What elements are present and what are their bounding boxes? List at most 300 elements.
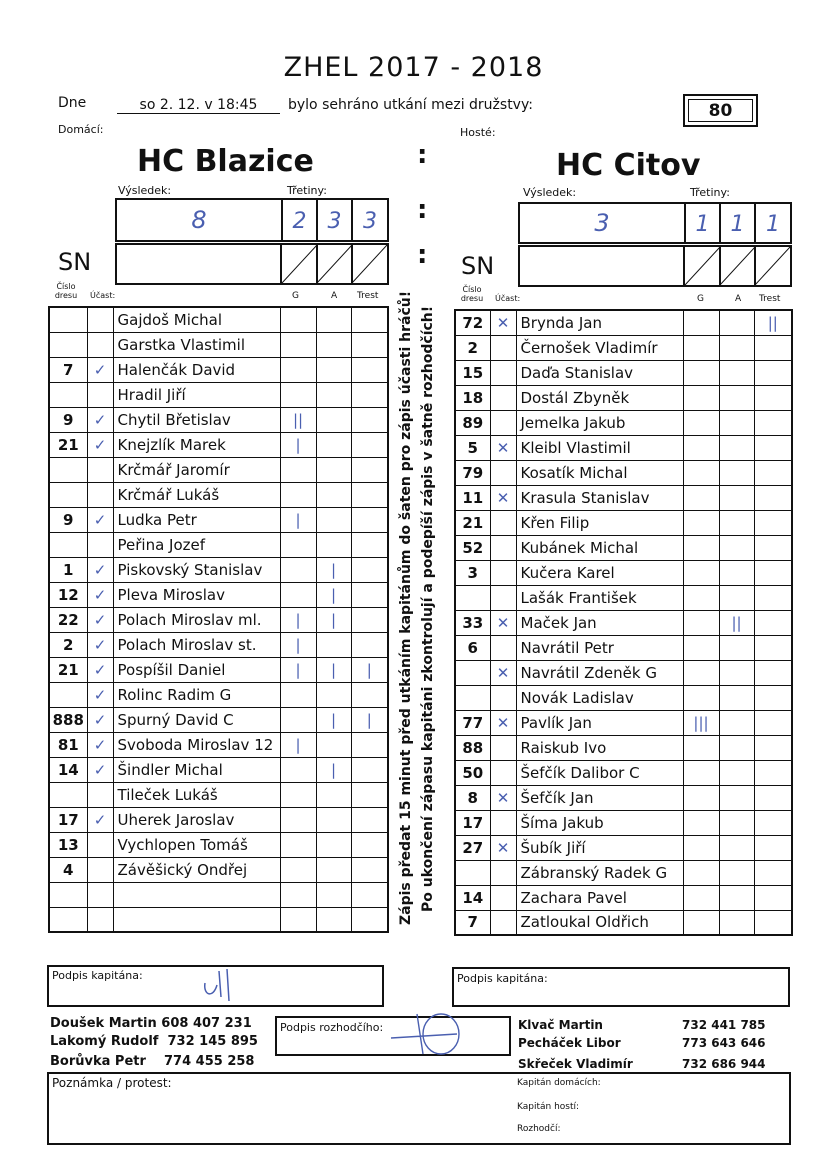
goals-cell[interactable]: [280, 882, 316, 907]
penalty-cell[interactable]: [351, 557, 388, 582]
player-number[interactable]: 17: [455, 810, 490, 835]
penalty-cell[interactable]: [754, 585, 792, 610]
assists-cell[interactable]: ||: [719, 610, 754, 635]
assists-cell[interactable]: [719, 710, 754, 735]
penalty-cell[interactable]: [351, 532, 388, 557]
player-number[interactable]: 3: [455, 560, 490, 585]
presence-mark[interactable]: ✕: [490, 710, 516, 735]
assists-cell[interactable]: [316, 307, 351, 332]
player-number[interactable]: 79: [455, 460, 490, 485]
goals-cell[interactable]: [683, 385, 719, 410]
goals-cell[interactable]: ||: [280, 407, 316, 432]
player-name[interactable]: Zachara Pavel: [516, 885, 683, 910]
player-number[interactable]: 15: [455, 360, 490, 385]
player-number[interactable]: 9: [49, 407, 87, 432]
player-name[interactable]: Jemelka Jakub: [516, 410, 683, 435]
player-number[interactable]: 33: [455, 610, 490, 635]
player-name[interactable]: Raiskub Ivo: [516, 735, 683, 760]
assists-cell[interactable]: [719, 510, 754, 535]
assists-cell[interactable]: [719, 835, 754, 860]
assists-cell[interactable]: |: [316, 707, 351, 732]
player-number[interactable]: 8: [455, 785, 490, 810]
presence-mark[interactable]: [490, 585, 516, 610]
player-name[interactable]: Daďa Stanislav: [516, 360, 683, 385]
penalty-cell[interactable]: [754, 485, 792, 510]
player-name[interactable]: Šefčík Jan: [516, 785, 683, 810]
assists-cell[interactable]: [316, 432, 351, 457]
penalty-cell[interactable]: [351, 732, 388, 757]
presence-mark[interactable]: ✓: [87, 707, 113, 732]
player-number[interactable]: [455, 585, 490, 610]
goals-cell[interactable]: |: [280, 732, 316, 757]
player-number[interactable]: [49, 482, 87, 507]
player-number[interactable]: 5: [455, 435, 490, 460]
player-number[interactable]: 14: [455, 885, 490, 910]
penalty-cell[interactable]: [351, 682, 388, 707]
player-number[interactable]: [49, 907, 87, 932]
presence-mark[interactable]: ✓: [87, 582, 113, 607]
referee-sign-box[interactable]: [275, 1016, 511, 1056]
penalty-cell[interactable]: [351, 882, 388, 907]
goals-cell[interactable]: [280, 332, 316, 357]
assists-cell[interactable]: [719, 910, 754, 935]
penalty-cell[interactable]: [754, 535, 792, 560]
presence-mark[interactable]: [490, 735, 516, 760]
penalty-cell[interactable]: [351, 807, 388, 832]
penalty-cell[interactable]: [754, 910, 792, 935]
penalty-cell[interactable]: [351, 907, 388, 932]
player-name[interactable]: Krasula Stanislav: [516, 485, 683, 510]
penalty-cell[interactable]: [351, 357, 388, 382]
presence-mark[interactable]: [490, 360, 516, 385]
player-name[interactable]: Garstka Vlastimil: [113, 332, 280, 357]
presence-mark[interactable]: ✓: [87, 732, 113, 757]
player-number[interactable]: 52: [455, 535, 490, 560]
player-number[interactable]: 12: [49, 582, 87, 607]
player-number[interactable]: [49, 307, 87, 332]
player-number[interactable]: [49, 682, 87, 707]
penalty-cell[interactable]: |: [351, 657, 388, 682]
player-number[interactable]: [49, 457, 87, 482]
presence-mark[interactable]: [490, 560, 516, 585]
assists-cell[interactable]: [316, 807, 351, 832]
player-name[interactable]: Pavlík Jan: [516, 710, 683, 735]
assists-cell[interactable]: |: [316, 757, 351, 782]
penalty-cell[interactable]: [351, 432, 388, 457]
player-number[interactable]: [455, 660, 490, 685]
player-number[interactable]: [49, 332, 87, 357]
goals-cell[interactable]: [683, 335, 719, 360]
presence-mark[interactable]: ✕: [490, 835, 516, 860]
assists-cell[interactable]: |: [316, 582, 351, 607]
player-name[interactable]: Maček Jan: [516, 610, 683, 635]
player-number[interactable]: 2: [49, 632, 87, 657]
assists-cell[interactable]: [719, 660, 754, 685]
player-name[interactable]: Navrátil Zdeněk G: [516, 660, 683, 685]
player-number[interactable]: 14: [49, 757, 87, 782]
assists-cell[interactable]: [316, 632, 351, 657]
presence-mark[interactable]: ✓: [87, 757, 113, 782]
player-name[interactable]: Novák Ladislav: [516, 685, 683, 710]
goals-cell[interactable]: [280, 907, 316, 932]
presence-mark[interactable]: [87, 882, 113, 907]
player-name[interactable]: Kučera Karel: [516, 560, 683, 585]
assists-cell[interactable]: [316, 482, 351, 507]
player-name[interactable]: Hradil Jiří: [113, 382, 280, 407]
penalty-cell[interactable]: [754, 460, 792, 485]
assists-cell[interactable]: [719, 335, 754, 360]
assists-cell[interactable]: [719, 685, 754, 710]
penalty-cell[interactable]: [754, 785, 792, 810]
goals-cell[interactable]: [683, 885, 719, 910]
goals-cell[interactable]: |: [280, 657, 316, 682]
presence-mark[interactable]: [87, 482, 113, 507]
player-number[interactable]: 21: [49, 657, 87, 682]
player-number[interactable]: [49, 782, 87, 807]
assists-cell[interactable]: [719, 410, 754, 435]
player-name[interactable]: Šindler Michal: [113, 757, 280, 782]
penalty-cell[interactable]: [754, 435, 792, 460]
goals-cell[interactable]: [683, 860, 719, 885]
assists-cell[interactable]: [719, 860, 754, 885]
player-number[interactable]: 81: [49, 732, 87, 757]
penalty-cell[interactable]: [754, 660, 792, 685]
assists-cell[interactable]: [719, 810, 754, 835]
presence-mark[interactable]: [490, 685, 516, 710]
player-number[interactable]: 13: [49, 832, 87, 857]
penalty-cell[interactable]: [754, 610, 792, 635]
goals-cell[interactable]: [683, 460, 719, 485]
player-number[interactable]: 21: [49, 432, 87, 457]
player-number[interactable]: 72: [455, 310, 490, 335]
goals-cell[interactable]: [280, 557, 316, 582]
presence-mark[interactable]: [87, 532, 113, 557]
goals-cell[interactable]: [280, 857, 316, 882]
presence-mark[interactable]: [490, 860, 516, 885]
presence-mark[interactable]: ✓: [87, 557, 113, 582]
assists-cell[interactable]: [719, 360, 754, 385]
player-name[interactable]: Navrátil Petr: [516, 635, 683, 660]
goals-cell[interactable]: [683, 410, 719, 435]
goals-cell[interactable]: [280, 682, 316, 707]
player-name[interactable]: Rolinc Radim G: [113, 682, 280, 707]
presence-mark[interactable]: ✕: [490, 435, 516, 460]
player-number[interactable]: [455, 685, 490, 710]
goals-cell[interactable]: [280, 782, 316, 807]
player-name[interactable]: Uherek Jaroslav: [113, 807, 280, 832]
assists-cell[interactable]: [316, 782, 351, 807]
goals-cell[interactable]: [683, 485, 719, 510]
assists-cell[interactable]: |: [316, 657, 351, 682]
assists-cell[interactable]: [719, 435, 754, 460]
presence-mark[interactable]: ✕: [490, 310, 516, 335]
goals-cell[interactable]: [683, 435, 719, 460]
player-name[interactable]: Brynda Jan: [516, 310, 683, 335]
presence-mark[interactable]: [490, 885, 516, 910]
assists-cell[interactable]: [316, 882, 351, 907]
assists-cell[interactable]: |: [316, 607, 351, 632]
goals-cell[interactable]: [683, 585, 719, 610]
assists-cell[interactable]: [316, 407, 351, 432]
player-number[interactable]: 27: [455, 835, 490, 860]
presence-mark[interactable]: [490, 510, 516, 535]
goals-cell[interactable]: [280, 832, 316, 857]
penalty-cell[interactable]: [754, 860, 792, 885]
assists-cell[interactable]: [719, 485, 754, 510]
presence-mark[interactable]: ✕: [490, 660, 516, 685]
penalty-cell[interactable]: [351, 482, 388, 507]
goals-cell[interactable]: [280, 582, 316, 607]
player-name[interactable]: Chytil Břetislav: [113, 407, 280, 432]
presence-mark[interactable]: ✓: [87, 432, 113, 457]
penalty-cell[interactable]: [351, 332, 388, 357]
penalty-cell[interactable]: [351, 607, 388, 632]
player-name[interactable]: Vychlopen Tomáš: [113, 832, 280, 857]
penalty-cell[interactable]: [754, 835, 792, 860]
presence-mark[interactable]: ✓: [87, 632, 113, 657]
player-number[interactable]: 7: [455, 910, 490, 935]
goals-cell[interactable]: [280, 307, 316, 332]
player-name[interactable]: [113, 882, 280, 907]
penalty-cell[interactable]: [351, 507, 388, 532]
presence-mark[interactable]: [490, 385, 516, 410]
assists-cell[interactable]: [719, 885, 754, 910]
goals-cell[interactable]: [280, 532, 316, 557]
assists-cell[interactable]: [719, 635, 754, 660]
player-name[interactable]: Zatloukal Oldřich: [516, 910, 683, 935]
goals-cell[interactable]: [280, 457, 316, 482]
assists-cell[interactable]: [719, 585, 754, 610]
penalty-cell[interactable]: [351, 307, 388, 332]
presence-mark[interactable]: ✕: [490, 485, 516, 510]
penalty-cell[interactable]: [754, 760, 792, 785]
penalty-cell[interactable]: [754, 560, 792, 585]
player-name[interactable]: Šefčík Dalibor C: [516, 760, 683, 785]
player-number[interactable]: [49, 382, 87, 407]
penalty-cell[interactable]: [754, 385, 792, 410]
goals-cell[interactable]: [683, 760, 719, 785]
goals-cell[interactable]: [280, 707, 316, 732]
penalty-cell[interactable]: [351, 632, 388, 657]
player-name[interactable]: Krčmář Lukáš: [113, 482, 280, 507]
player-name[interactable]: Halenčák David: [113, 357, 280, 382]
player-name[interactable]: Spurný David C: [113, 707, 280, 732]
player-number[interactable]: 888: [49, 707, 87, 732]
presence-mark[interactable]: ✕: [490, 785, 516, 810]
player-number[interactable]: 7: [49, 357, 87, 382]
presence-mark[interactable]: ✓: [87, 807, 113, 832]
player-name[interactable]: Závěšický Ondřej: [113, 857, 280, 882]
assists-cell[interactable]: [719, 385, 754, 410]
penalty-cell[interactable]: [754, 810, 792, 835]
assists-cell[interactable]: [719, 560, 754, 585]
presence-mark[interactable]: [87, 457, 113, 482]
player-name[interactable]: Gajdoš Michal: [113, 307, 280, 332]
player-name[interactable]: Svoboda Miroslav 12: [113, 732, 280, 757]
penalty-cell[interactable]: |: [351, 707, 388, 732]
goals-cell[interactable]: [683, 610, 719, 635]
assists-cell[interactable]: [316, 382, 351, 407]
penalty-cell[interactable]: [351, 582, 388, 607]
player-name[interactable]: Dostál Zbyněk: [516, 385, 683, 410]
penalty-cell[interactable]: [351, 457, 388, 482]
player-number[interactable]: 77: [455, 710, 490, 735]
player-number[interactable]: 22: [49, 607, 87, 632]
player-name[interactable]: Krčmář Jaromír: [113, 457, 280, 482]
player-number[interactable]: 88: [455, 735, 490, 760]
player-name[interactable]: Pleva Miroslav: [113, 582, 280, 607]
assists-cell[interactable]: [719, 735, 754, 760]
goals-cell[interactable]: [683, 360, 719, 385]
assists-cell[interactable]: [316, 332, 351, 357]
home-captain-sign-box[interactable]: [47, 965, 384, 1007]
assists-cell[interactable]: [316, 832, 351, 857]
penalty-cell[interactable]: [754, 685, 792, 710]
presence-mark[interactable]: [87, 857, 113, 882]
goals-cell[interactable]: [280, 357, 316, 382]
goals-cell[interactable]: |||: [683, 710, 719, 735]
player-name[interactable]: Kleibl Vlastimil: [516, 435, 683, 460]
assists-cell[interactable]: [316, 682, 351, 707]
player-name[interactable]: Knejzlík Marek: [113, 432, 280, 457]
penalty-cell[interactable]: [351, 832, 388, 857]
penalty-cell[interactable]: [754, 710, 792, 735]
presence-mark[interactable]: ✓: [87, 657, 113, 682]
away-captain-sign-box[interactable]: [452, 967, 790, 1007]
goals-cell[interactable]: [683, 560, 719, 585]
presence-mark[interactable]: ✓: [87, 507, 113, 532]
presence-mark[interactable]: [490, 635, 516, 660]
player-number[interactable]: 1: [49, 557, 87, 582]
player-name[interactable]: Ludka Petr: [113, 507, 280, 532]
presence-mark[interactable]: [490, 460, 516, 485]
player-number[interactable]: 50: [455, 760, 490, 785]
assists-cell[interactable]: [316, 857, 351, 882]
assists-cell[interactable]: |: [316, 557, 351, 582]
presence-mark[interactable]: [490, 335, 516, 360]
player-number[interactable]: [455, 860, 490, 885]
presence-mark[interactable]: [87, 307, 113, 332]
presence-mark[interactable]: [87, 782, 113, 807]
player-name[interactable]: Černošek Vladimír: [516, 335, 683, 360]
presence-mark[interactable]: [490, 810, 516, 835]
player-number[interactable]: 6: [455, 635, 490, 660]
assists-cell[interactable]: [719, 785, 754, 810]
goals-cell[interactable]: |: [280, 432, 316, 457]
player-name[interactable]: Polach Miroslav ml.: [113, 607, 280, 632]
assists-cell[interactable]: [719, 535, 754, 560]
penalty-cell[interactable]: [754, 360, 792, 385]
goals-cell[interactable]: [280, 757, 316, 782]
player-name[interactable]: Tileček Lukáš: [113, 782, 280, 807]
penalty-cell[interactable]: ||: [754, 310, 792, 335]
player-name[interactable]: Zábranský Radek G: [516, 860, 683, 885]
player-name[interactable]: Kosatík Michal: [516, 460, 683, 485]
player-name[interactable]: Šubík Jiří: [516, 835, 683, 860]
penalty-cell[interactable]: [754, 635, 792, 660]
presence-mark[interactable]: ✓: [87, 682, 113, 707]
penalty-cell[interactable]: [754, 510, 792, 535]
player-name[interactable]: [113, 907, 280, 932]
assists-cell[interactable]: [316, 532, 351, 557]
player-number[interactable]: 2: [455, 335, 490, 360]
goals-cell[interactable]: [683, 785, 719, 810]
goals-cell[interactable]: [683, 835, 719, 860]
goals-cell[interactable]: [683, 310, 719, 335]
goals-cell[interactable]: [683, 635, 719, 660]
penalty-cell[interactable]: [754, 885, 792, 910]
penalty-cell[interactable]: [351, 857, 388, 882]
penalty-cell[interactable]: [754, 735, 792, 760]
assists-cell[interactable]: [316, 457, 351, 482]
assists-cell[interactable]: [316, 357, 351, 382]
assists-cell[interactable]: [719, 310, 754, 335]
penalty-cell[interactable]: [351, 757, 388, 782]
player-number[interactable]: [49, 882, 87, 907]
goals-cell[interactable]: [280, 382, 316, 407]
player-name[interactable]: Křen Filip: [516, 510, 683, 535]
presence-mark[interactable]: [87, 832, 113, 857]
presence-mark[interactable]: ✓: [87, 407, 113, 432]
presence-mark[interactable]: ✕: [490, 610, 516, 635]
goals-cell[interactable]: [683, 660, 719, 685]
goals-cell[interactable]: [683, 735, 719, 760]
presence-mark[interactable]: [490, 760, 516, 785]
player-number[interactable]: [49, 532, 87, 557]
goals-cell[interactable]: [280, 482, 316, 507]
presence-mark[interactable]: ✓: [87, 607, 113, 632]
assists-cell[interactable]: [316, 732, 351, 757]
goals-cell[interactable]: [683, 510, 719, 535]
assists-cell[interactable]: [719, 760, 754, 785]
presence-mark[interactable]: [87, 907, 113, 932]
player-number[interactable]: 4: [49, 857, 87, 882]
note-protest-box[interactable]: [47, 1072, 791, 1145]
penalty-cell[interactable]: [351, 407, 388, 432]
player-number[interactable]: 9: [49, 507, 87, 532]
goals-cell[interactable]: [683, 685, 719, 710]
player-number[interactable]: 11: [455, 485, 490, 510]
assists-cell[interactable]: [316, 907, 351, 932]
goals-cell[interactable]: |: [280, 507, 316, 532]
presence-mark[interactable]: [490, 535, 516, 560]
goals-cell[interactable]: [683, 910, 719, 935]
player-name[interactable]: Piskovský Stanislav: [113, 557, 280, 582]
player-name[interactable]: Šíma Jakub: [516, 810, 683, 835]
presence-mark[interactable]: [87, 332, 113, 357]
penalty-cell[interactable]: [351, 382, 388, 407]
player-number[interactable]: 89: [455, 410, 490, 435]
player-number[interactable]: 17: [49, 807, 87, 832]
presence-mark[interactable]: [490, 410, 516, 435]
player-name[interactable]: Lašák František: [516, 585, 683, 610]
assists-cell[interactable]: [316, 507, 351, 532]
penalty-cell[interactable]: [351, 782, 388, 807]
player-name[interactable]: Polach Miroslav st.: [113, 632, 280, 657]
presence-mark[interactable]: [87, 382, 113, 407]
goals-cell[interactable]: |: [280, 632, 316, 657]
goals-cell[interactable]: [280, 807, 316, 832]
player-name[interactable]: Pospíšil Daniel: [113, 657, 280, 682]
penalty-cell[interactable]: [754, 410, 792, 435]
assists-cell[interactable]: [719, 460, 754, 485]
presence-mark[interactable]: ✓: [87, 357, 113, 382]
goals-cell[interactable]: [683, 810, 719, 835]
player-name[interactable]: Peřina Jozef: [113, 532, 280, 557]
player-number[interactable]: 21: [455, 510, 490, 535]
player-name[interactable]: Kubánek Michal: [516, 535, 683, 560]
goals-cell[interactable]: [683, 535, 719, 560]
